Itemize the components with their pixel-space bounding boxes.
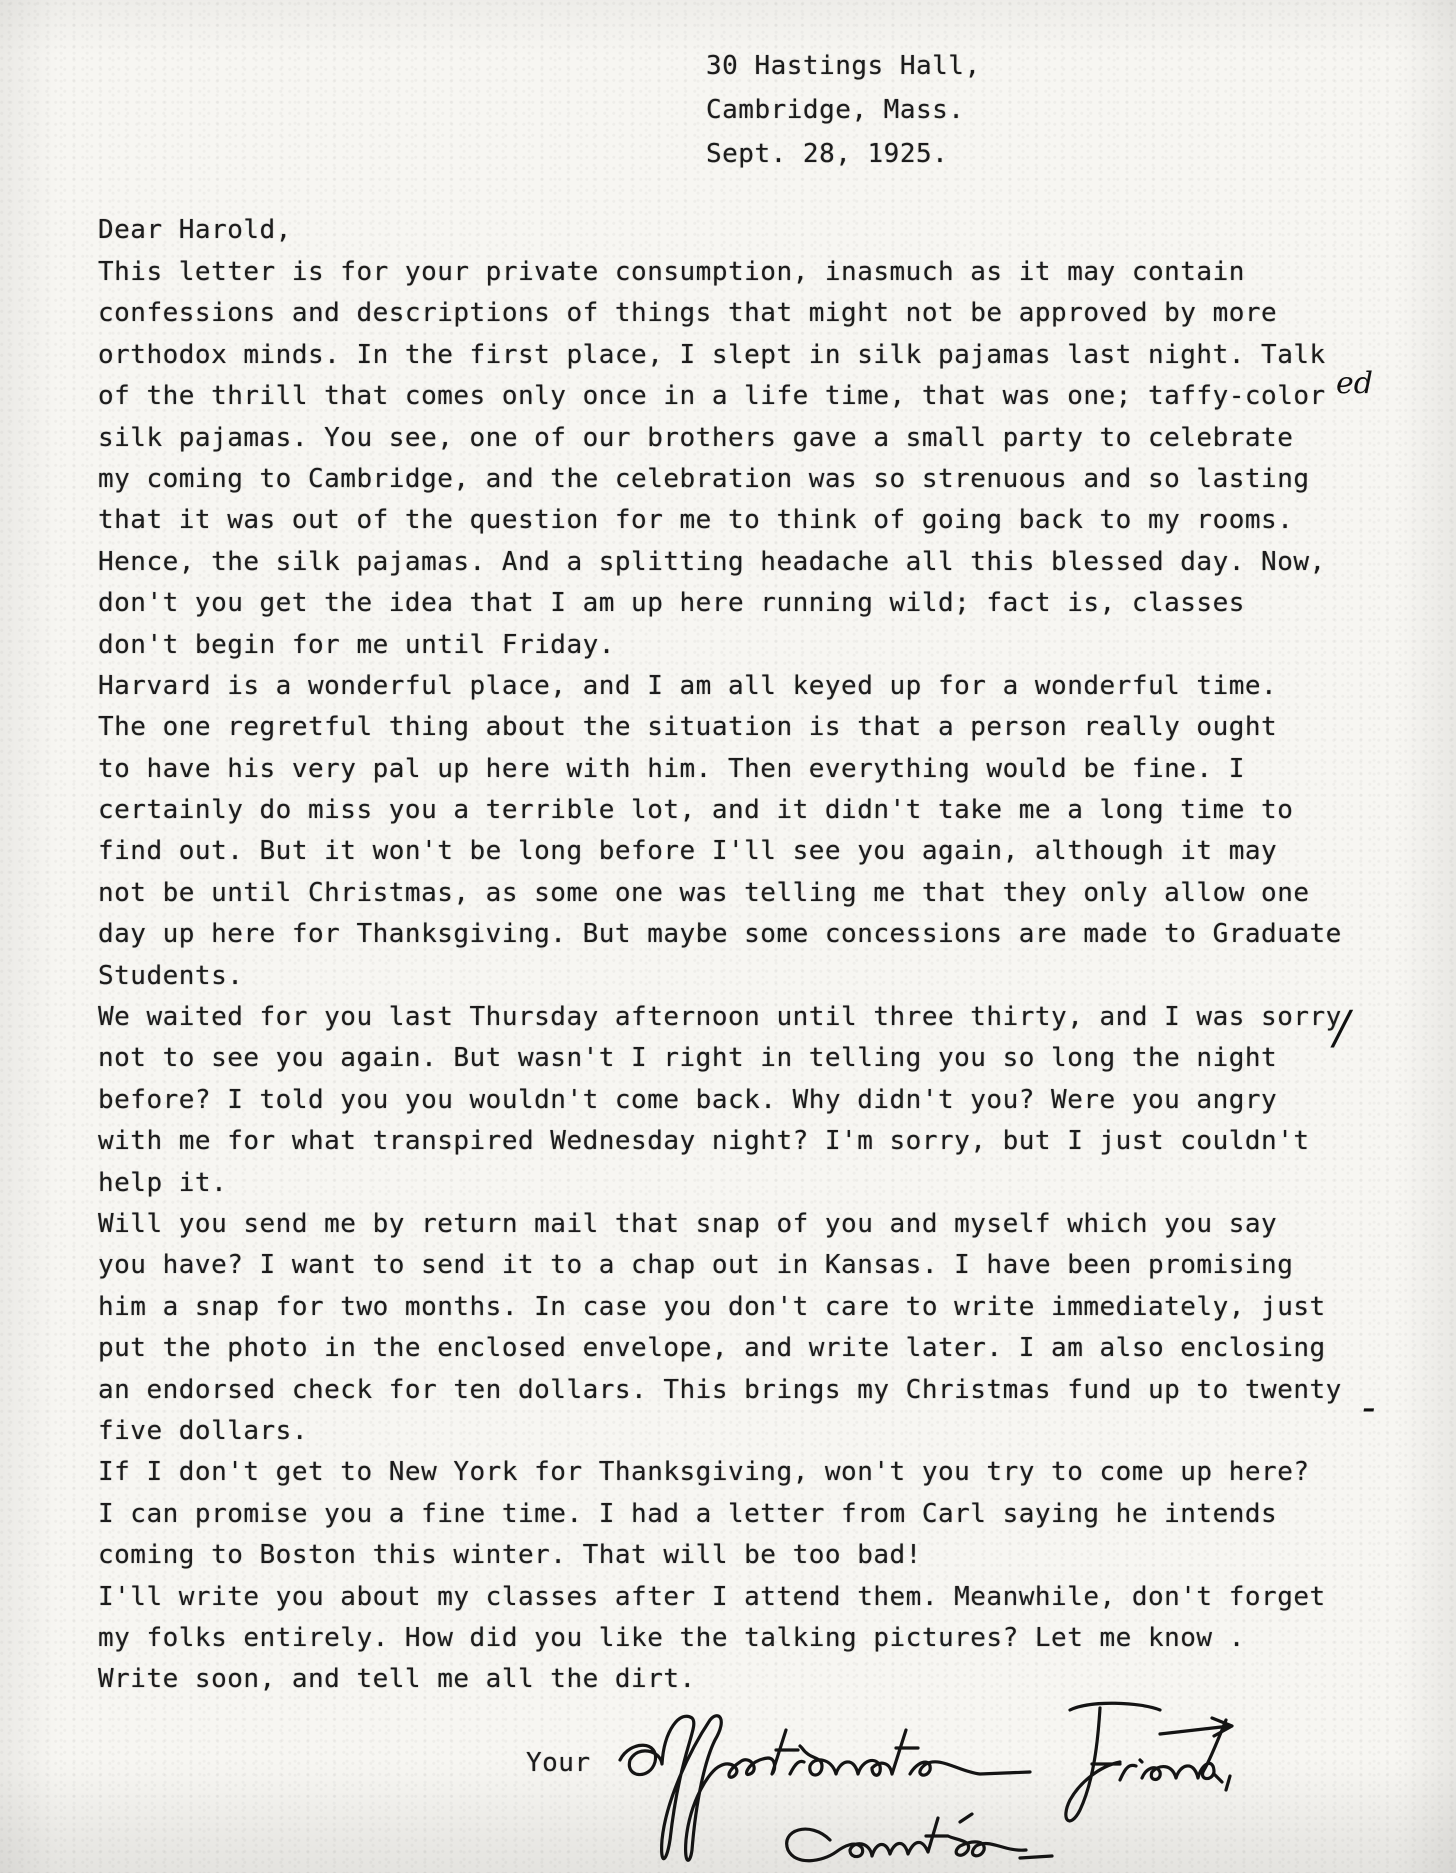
- body-line: orthodox minds. In the first place, I slept in silk pajamas last night. Talk: [98, 339, 1326, 370]
- sender-address: [706, 44, 1126, 176]
- body-line: We waited for you last Thursday afternoon until three thirty, and I was sorry: [98, 1002, 1342, 1033]
- body-line: an endorsed check for ten dollars. This brings my Christmas fund up to twenty: [98, 1374, 1342, 1405]
- letter-body: [98, 252, 1398, 1701]
- body-line: Students.: [98, 960, 244, 991]
- body-line: to have his very pal up here with him. Then everything would be fine. I: [98, 753, 1245, 784]
- handwritten-signature: [600, 1690, 1240, 1870]
- body-line: him a snap for two months. In case you don't care to write immediately, just: [98, 1291, 1326, 1322]
- body-line: find out. But it won't be long before I'll see you again, although it may: [98, 836, 1278, 867]
- body-line: If I don't get to New York for Thanksgiving, won't you try to come up here?: [98, 1457, 1310, 1488]
- handwritten-margin-correction: ed: [1336, 366, 1373, 401]
- body-line: The one regretful thing about the situation is that a person really ought: [98, 712, 1278, 743]
- address-line: Cambridge, Mass.: [706, 95, 965, 125]
- letter-date: Sept. 28, 1925.: [706, 139, 949, 169]
- body-line: certainly do miss you a terrible lot, and it didn't take me a long time to: [98, 795, 1294, 826]
- body-line: my folks entirely. How did you like the talking pictures? Let me know .: [98, 1622, 1245, 1653]
- salutation: Dear Harold,: [98, 215, 292, 245]
- closing-typed: Your: [526, 1748, 591, 1778]
- body-line: not to see you again. But wasn't I right in telling you so long the night: [98, 1043, 1278, 1074]
- body-line: you have? I want to send it to a chap out in Kansas. I have been promising: [98, 1250, 1294, 1281]
- body-line: don't you get the idea that I am up here running wild; fact is, classes: [98, 588, 1245, 619]
- body-line: This letter is for your private consumption, inasmuch as it may contain: [98, 257, 1245, 287]
- body-line: five dollars.: [98, 1415, 308, 1446]
- handwritten-hyphen-mark: -: [1362, 1385, 1376, 1431]
- body-line: with me for what transpired Wednesday night? I'm sorry, but I just couldn't: [98, 1126, 1310, 1157]
- body-line: Write soon, and tell me all the dirt.: [98, 1664, 696, 1695]
- body-line: confessions and descriptions of things that might not be approved by more: [98, 298, 1278, 329]
- body-line: of the thrill that comes only once in a life time, that was one; taffy-color: [98, 381, 1326, 412]
- body-line: help it.: [98, 1167, 228, 1198]
- handwritten-margin-mark: /: [1334, 1000, 1350, 1054]
- body-line: Will you send me by return mail that snap of you and myself which you say: [98, 1208, 1278, 1239]
- body-line: that it was out of the question for me to think of going back to my rooms.: [98, 505, 1294, 536]
- body-line: silk pajamas. You see, one of our brothers gave a small party to celebrate: [98, 422, 1294, 453]
- body-line: before? I told you you wouldn't come back. Why didn't you? Were you angry: [98, 1084, 1278, 1115]
- body-line: don't begin for me until Friday.: [98, 629, 615, 660]
- body-line: coming to Boston this winter. That will be too bad!: [98, 1540, 922, 1571]
- body-line: I'll write you about my classes after I attend them. Meanwhile, don't forget: [98, 1581, 1326, 1612]
- body-line: day up here for Thanksgiving. But maybe some concessions are made to Graduate: [98, 919, 1342, 950]
- body-line: I can promise you a fine time. I had a letter from Carl saying he intends: [98, 1498, 1278, 1529]
- body-line: Hence, the silk pajamas. And a splitting headache all this blessed day. Now,: [98, 546, 1326, 577]
- body-line: Harvard is a wonderful place, and I am all keyed up for a wonderful time.: [98, 670, 1278, 701]
- body-line: my coming to Cambridge, and the celebration was so strenuous and so lasting: [98, 463, 1310, 494]
- body-line: not be until Christmas, as some one was telling me that they only allow one: [98, 877, 1310, 908]
- address-line: 30 Hastings Hall,: [706, 51, 981, 81]
- body-line: put the photo in the enclosed envelope, and write later. I am also enclosing: [98, 1333, 1326, 1364]
